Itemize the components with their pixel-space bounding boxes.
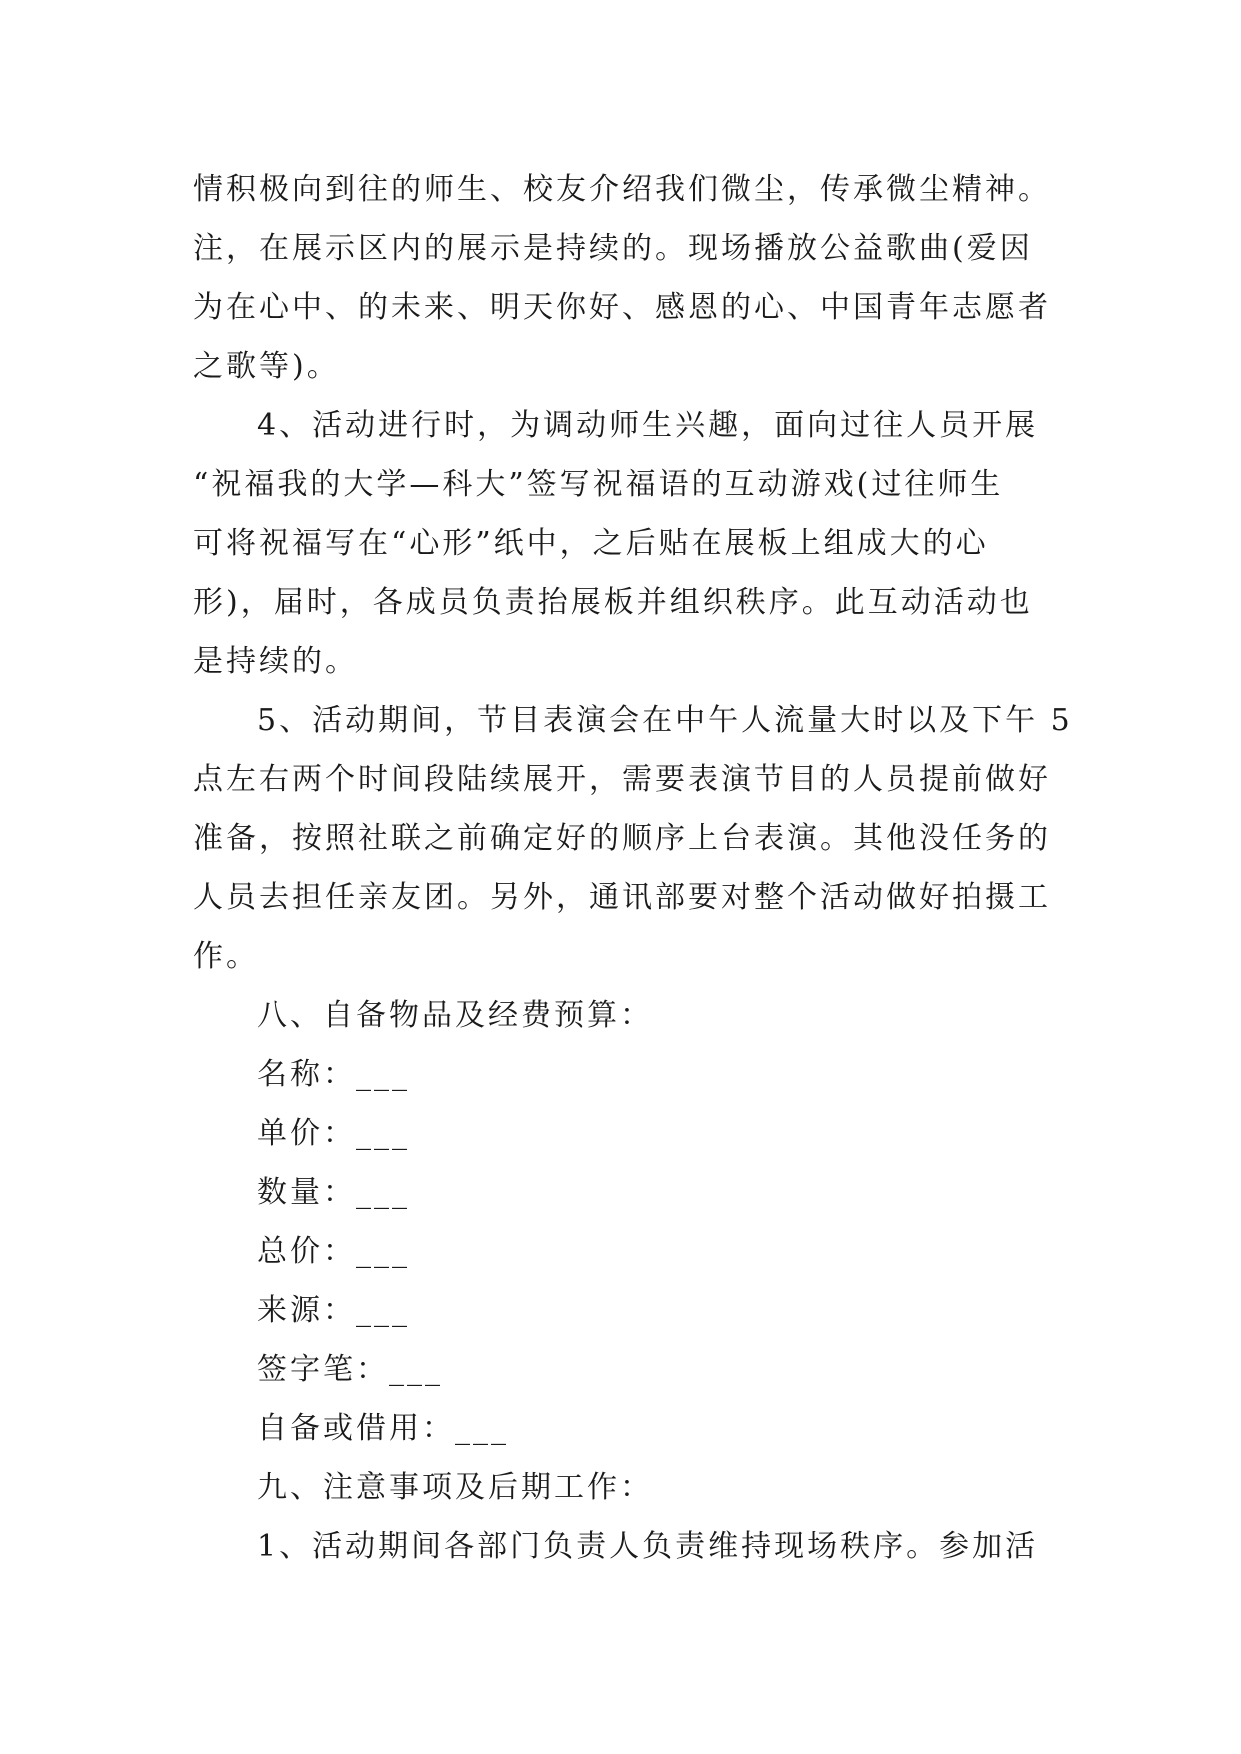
text-line: 是持续的。: [193, 644, 358, 679]
text-line: 为在心中、的未来、明天你好、感恩的心、中国青年志愿者: [193, 290, 1051, 325]
text-line: 作。: [193, 939, 259, 974]
budget-item-name: 名称：___: [257, 1057, 410, 1092]
budget-item-unit-price: 单价：___: [257, 1116, 410, 1151]
section-8: [193, 986, 1053, 1458]
paragraph-1: [193, 160, 1053, 396]
budget-item-source: 来源：___: [257, 1293, 410, 1328]
budget-item-own-or-borrow: 自备或借用：___: [257, 1411, 509, 1446]
text-line: “祝福我的大学—科大”签写祝福语的互动游戏(过往师生: [193, 467, 1004, 502]
text-line: 之歌等)。: [193, 349, 340, 384]
text-line: 点左右两个时间段陆续展开，需要表演节目的人员提前做好: [193, 762, 1051, 797]
text-line: 4、活动进行时，为调动师生兴趣，面向过往人员开展: [257, 408, 1039, 443]
budget-item-pen: 签字笔：___: [257, 1352, 443, 1387]
text-line: 注，在展示区内的展示是持续的。现场播放公益歌曲(爱因: [193, 231, 1033, 266]
budget-item-total: 总价：___: [257, 1234, 410, 1269]
budget-item-quantity: 数量：___: [257, 1175, 410, 1210]
text-line: 可将祝福写在“心形”纸中，之后贴在展板上组成大的心: [193, 526, 989, 561]
paragraph-3: [193, 691, 1073, 986]
text-line: 准备，按照社联之前确定好的顺序上台表演。其他没任务的: [193, 821, 1051, 856]
paragraph-2: [193, 396, 1053, 691]
section-heading: 八、自备物品及经费预算：: [257, 998, 653, 1033]
text-line: 5、活动期间，节目表演会在中午人流量大时以及下午 5: [257, 703, 1073, 738]
text-line: 情积极向到往的师生、校友介绍我们微尘，传承微尘精神。: [193, 172, 1051, 207]
text-line: 1、活动期间各部门负责人负责维持现场秩序。参加活: [257, 1529, 1039, 1564]
text-line: 人员去担任亲友团。另外，通讯部要对整个活动做好拍摄工: [193, 880, 1051, 915]
section-9: [193, 1458, 1053, 1576]
document-body: [193, 160, 1073, 1576]
text-line: 形)，届时，各成员负责抬展板并组织秩序。此互动活动也: [193, 585, 1033, 620]
section-heading: 九、注意事项及后期工作：: [257, 1470, 653, 1505]
